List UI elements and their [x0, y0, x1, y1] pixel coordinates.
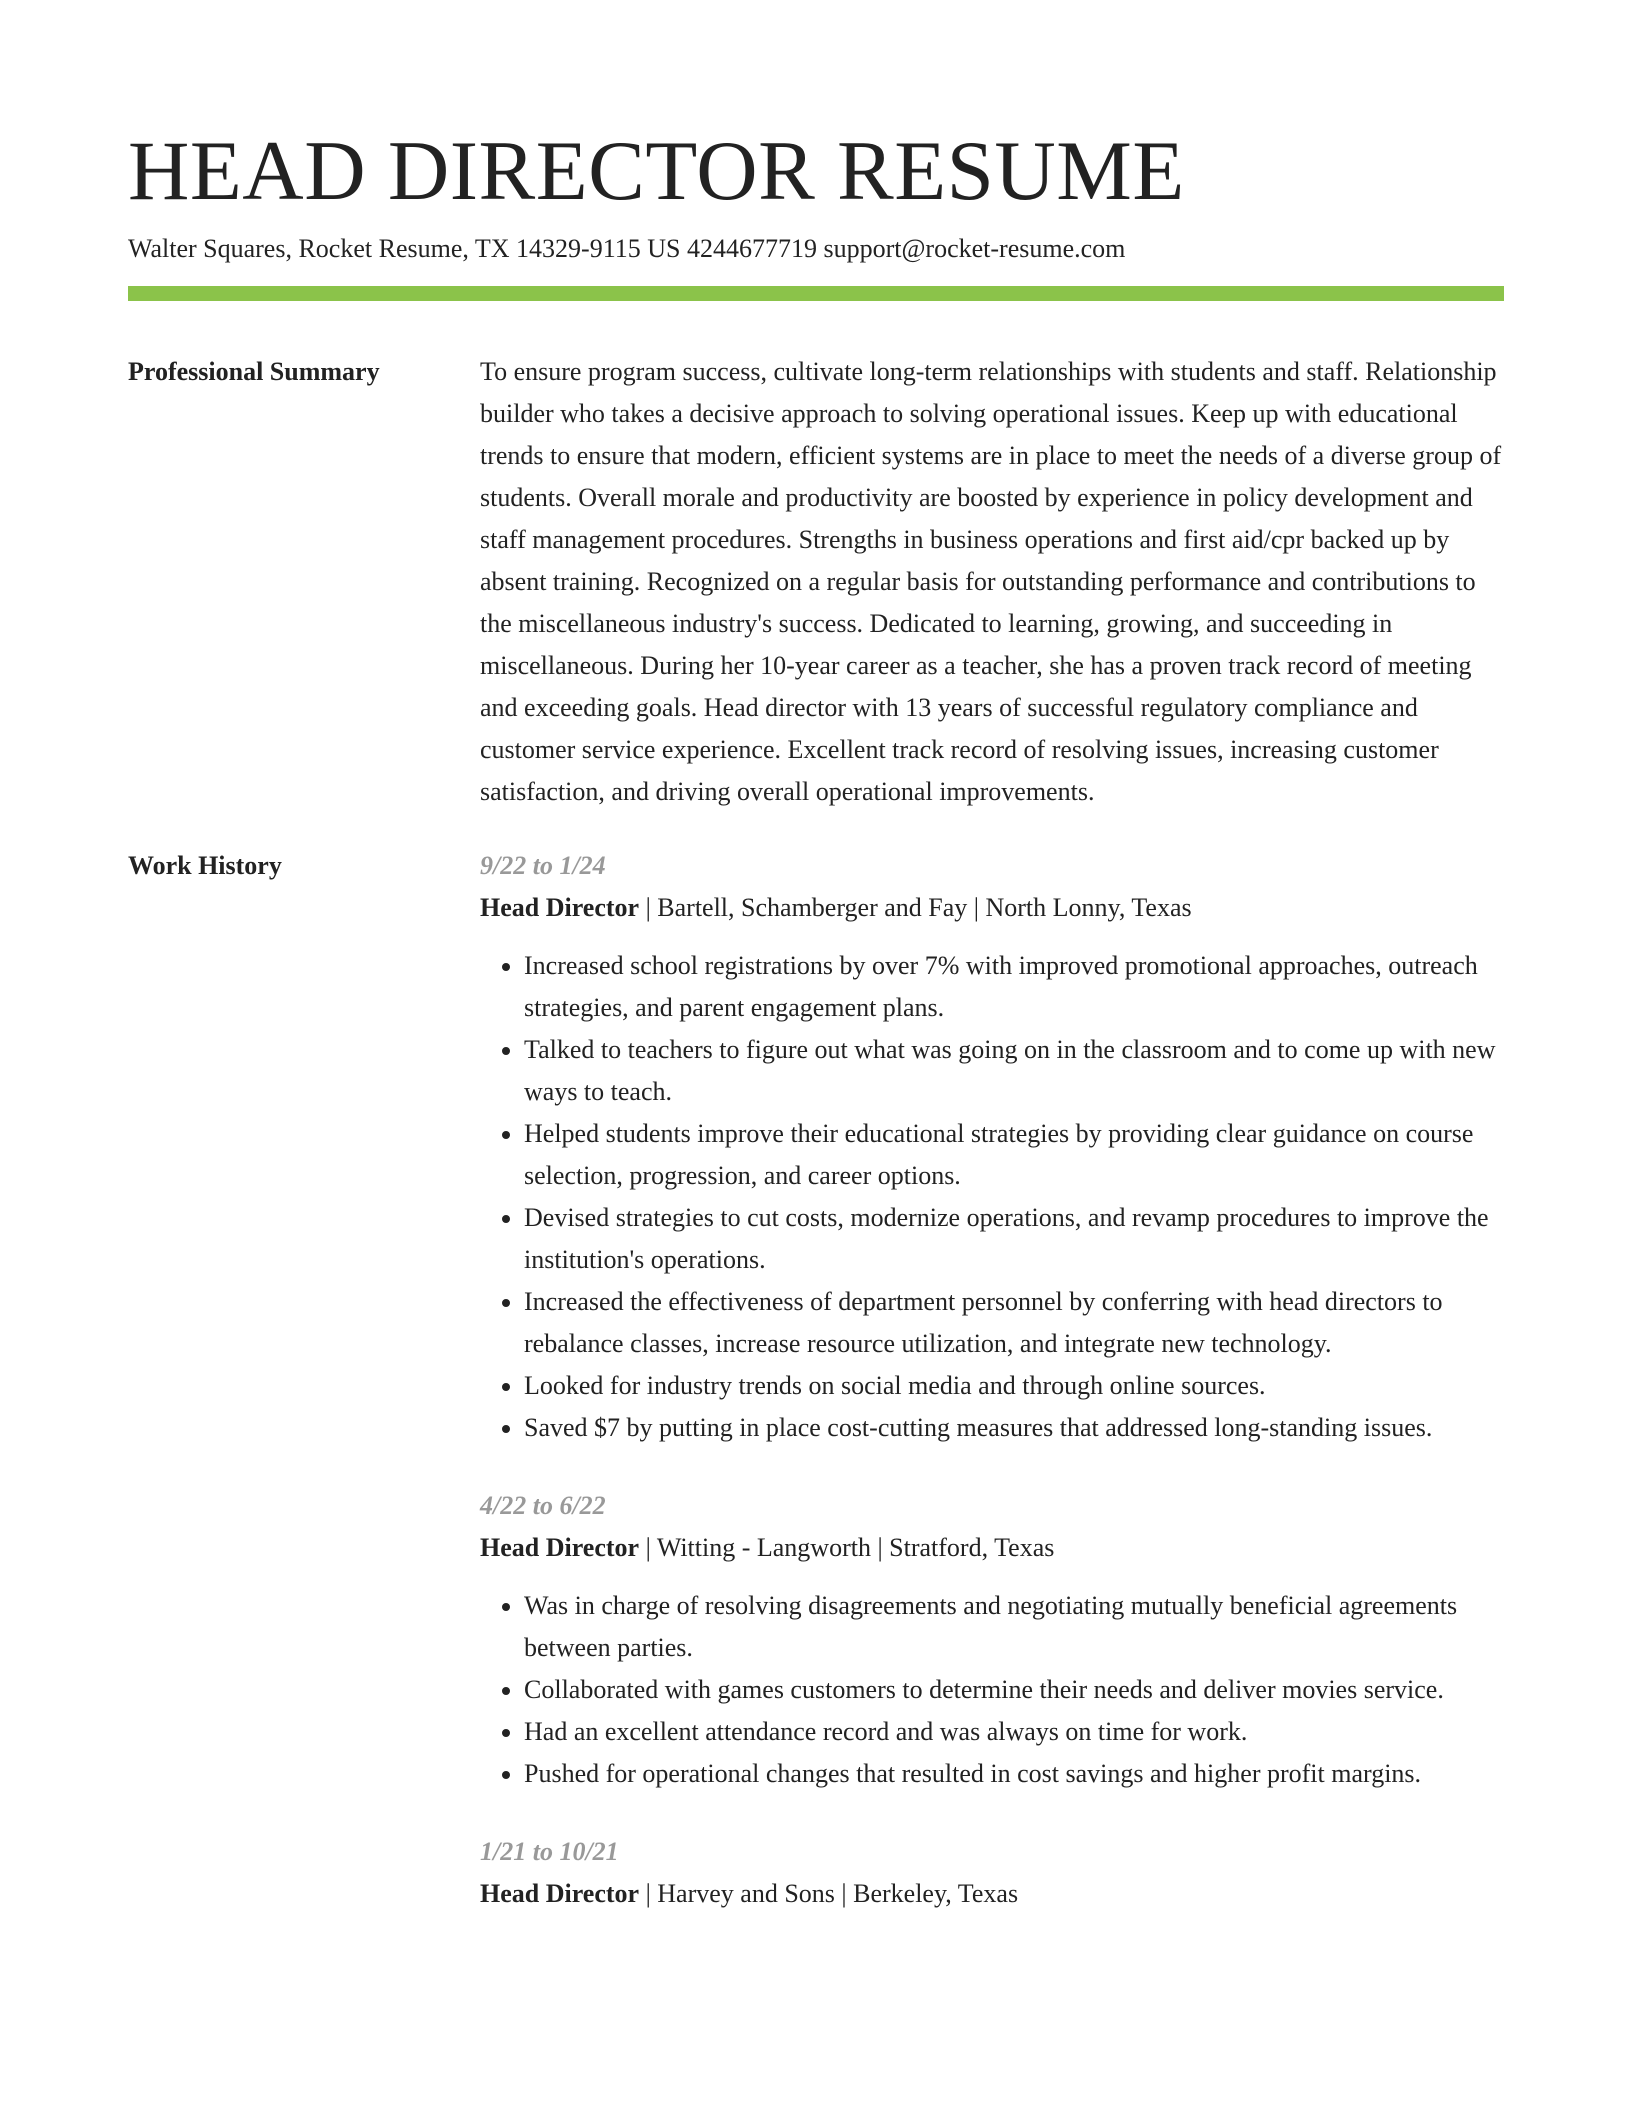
job-title: Head Director	[480, 1879, 640, 1908]
job-bullet-list	[480, 945, 1504, 1449]
job-title: Head Director	[480, 1533, 640, 1562]
header-divider	[128, 286, 1504, 301]
job-bullet: • Collaborated with games customers to determine their needs and deliver movies service.	[524, 1669, 1504, 1711]
work-history-list	[480, 845, 1504, 1951]
job-dates: 9/22 to 1/24	[480, 851, 606, 880]
job-bullet: • Increased the effectiveness of department personnel by conferring with head directors to rebalance classes, increase resource utilization, and integrate new technology.	[524, 1281, 1504, 1365]
job-dates: 1/21 to 10/21	[480, 1837, 619, 1866]
job-details: | Witting - Langworth | Stratford, Texas	[639, 1533, 1055, 1562]
resume-title: HEAD DIRECTOR RESUME	[128, 124, 1185, 218]
job-dates: 4/22 to 6/22	[480, 1491, 606, 1520]
job-title-line	[480, 1527, 1504, 1569]
job-bullet: • Was in charge of resolving disagreements and negotiating mutually beneficial agreements between parties.	[524, 1585, 1504, 1669]
job-bullet: • Had an excellent attendance record and was always on time for work.	[524, 1711, 1504, 1753]
job-bullet: • Increased school registrations by over 7% with improved promotional approaches, outreach strategies, and parent engagement plans.	[524, 945, 1504, 1029]
job-entry	[480, 845, 1504, 1449]
job-entry	[480, 1485, 1504, 1795]
job-bullet: • Devised strategies to cut costs, modernize operations, and revamp procedures to improve the institution's operations.	[524, 1197, 1504, 1281]
job-title: Head Director	[480, 893, 640, 922]
job-entry	[480, 1831, 1504, 1915]
professional-summary-section	[128, 351, 1504, 813]
job-bullet: • Talked to teachers to figure out what was going on in the classroom and to come up with new ways to teach.	[524, 1029, 1504, 1113]
job-bullet: • Looked for industry trends on social media and through online sources.	[524, 1365, 1504, 1407]
job-bullet: • Helped students improve their educational strategies by providing clear guidance on course selection, progression, and career options.	[524, 1113, 1504, 1197]
job-bullet-list	[480, 1585, 1504, 1795]
job-details: | Harvey and Sons | Berkeley, Texas	[639, 1879, 1019, 1908]
contact-line: Walter Squares, Rocket Resume, TX 14329-9115 US 4244677719 support@rocket-resume.com	[128, 234, 1126, 263]
job-title-line	[480, 1873, 1504, 1915]
job-details: | Bartell, Schamberger and Fay | North Lonny, Texas	[639, 893, 1192, 922]
professional-summary-text: To ensure program success, cultivate long-term relationships with students and staff. Relationship builder who takes a decisive approach to solving operational issues. Keep up with educational trends to ensure that modern, efficient systems are in place to meet the needs of a diverse group of students. Overall morale and productivity are boosted by experience in policy development and staff management procedures. Strengths in business operations and first aid/cpr backed up by absent training. Recognized on a regular basis for outstanding performance and contributions to the miscellaneous industry's success. Dedicated to learning, growing, and succeeding in miscellaneous. During her 10-year career as a teacher, she has a proven track record of meeting and exceeding goals. Head director with 13 years of successful regulatory compliance and customer service experience. Excellent track record of resolving issues, increasing customer satisfaction, and driving overall operational improvements.	[480, 357, 1502, 806]
work-history-section	[128, 845, 1504, 1951]
job-bullet: • Saved $7 by putting in place cost-cutting measures that addressed long-standing issues.	[524, 1407, 1504, 1449]
job-bullet: • Pushed for operational changes that resulted in cost savings and higher profit margins.	[524, 1753, 1504, 1795]
professional-summary-label: Professional Summary	[128, 357, 380, 386]
work-history-label: Work History	[128, 851, 282, 880]
job-title-line	[480, 887, 1504, 929]
